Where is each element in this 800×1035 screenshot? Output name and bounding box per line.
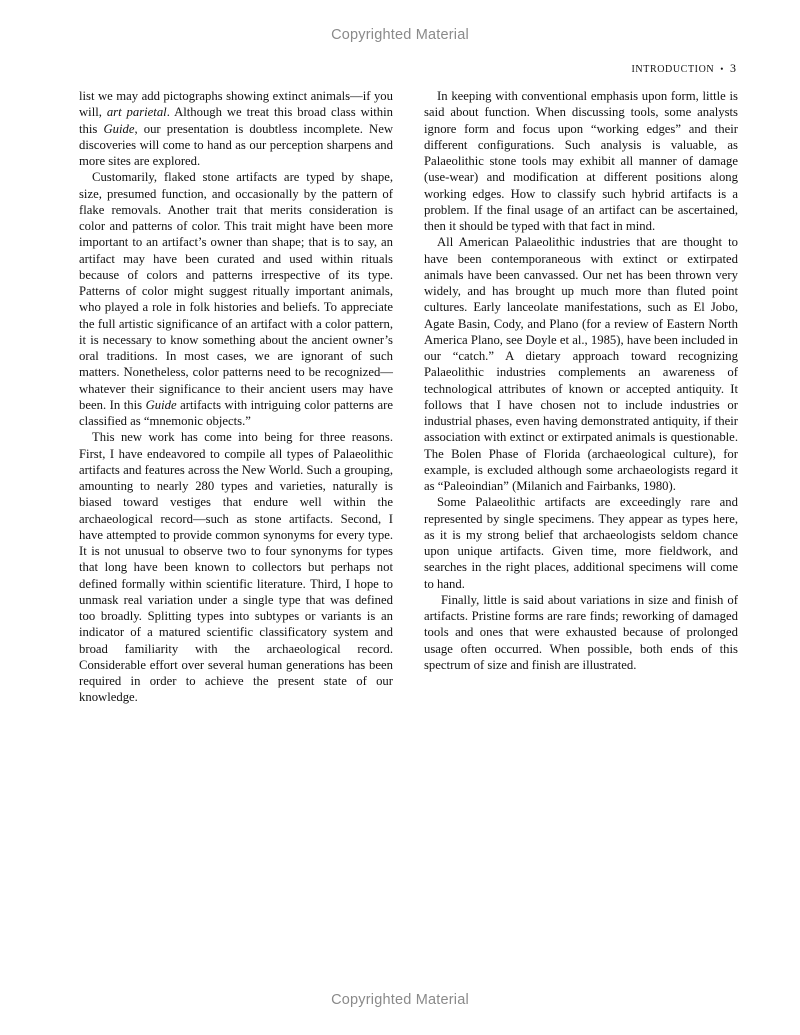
right-paragraph-1: In keeping with conventional emphasis upon form, little is said about function. When discussing tools, some analysts ignore form and focus upon “working edges” and their different configurations. Such analysis is valuable, as Palaeolithic stone tools may exhibit all manner of damage (use-wear) and modification at different positions along working edges. How to classify such hybrid artifacts is a problem. If the final usage of an artifact can be ascertained, then it should be typed with that fact in mind. <box>424 89 738 233</box>
right-paragraph-3: Some Palaeolithic artifacts are exceedingly rare and represented by single specimens. They appear as types here, as it is my strong belief that archaeologists seldom chance upon unique artifacts. Given time, more fieldwork, and searches in the right places, additional specimens will come to hand. <box>424 495 738 591</box>
right-column <box>424 88 738 673</box>
running-head-section: INTRODUCTION <box>631 64 715 75</box>
running-head <box>631 61 736 76</box>
right-paragraph-2: All American Palaeolithic industries that are thought to have been contemporaneous with extinct or extirpated animals have been canvassed. Our net has been thrown very widely, and has brought up much more than fluted point cultures. Early lanceolate manifestations, such as El Jobo, Agate Basin, Cody, and Plano (for a review of Eastern North America Plano, see Doyle et al., 1985), have been included in our “catch.” A dietary approach toward recognizing Palaeolithic industries complements an awareness of technological attributes of known or accepted antiquity. It follows that I have chosen not to include industries or industrial phases, even having demonstrated antiquity, if their association with extinct or extirpated animals is questionable. The Bolen Phase of Florida (archaeological culture), for example, is excluded although some archaeologists regard it as “Paleoindian” (Milanich and Fairbanks, 1980). <box>424 235 738 493</box>
copyright-watermark-bottom: Copyrighted Material <box>331 992 469 1008</box>
right-paragraph-4: Finally, little is said about variations in size and finish of artifacts. Pristine forms are rare finds; reworking of damaged tools and ones that were exhausted because of prolonged usage often occurred. When possible, both ends of this spectrum of size and finish are illustrated. <box>424 592 738 672</box>
left-paragraph-1: list we may add pictographs showing extinct animals—if you will, art parietal. Although we treat this broad class within this Guide, our presentation is doubtless incomplete. New discoveries will come to hand as our perception sharpens and more sites are explored. <box>79 89 394 168</box>
left-paragraph-3: This new work has come into being for three reasons. First, I have endeavored to compile all types of Palaeolithic artifacts and features across the New World. Such a grouping, amounting to nearly 280 types and varieties, naturally is biased toward vestiges that endure well within the archaeological record—such as stone artifacts. Second, I have attempted to provide common synonyms for every type. It is not unusual to observe two to four synonyms for types that long have been known to collectors but perhaps not defined formally within scientific literature. Third, I hope to unmask real variation under a single type that was defined too broadly. Splitting types into subtypes or variants is an indicator of a matured scientific classificatory system and broad familiarity with the archaeological record. Considerable effort over several human generations has been required in order to achieve the present state of our knowledge. <box>79 430 393 705</box>
running-head-bullet: • <box>720 64 724 74</box>
copyright-watermark-top: Copyrighted Material <box>331 27 469 43</box>
left-paragraph-2: Customarily, flaked stone artifacts are typed by shape, size, presumed function, and occasionally by the pattern of flake removals. Another trait that merits consideration is color and patterns of color. This trait might have been more important to an artifact’s owner than shape; that is to say, an artifact may have been curated and used within rituals because of colors and patterns irrespective of its type. Patterns of color might suggest ritually important animals, who played a role in folk histories and beliefs. To appreciate the full artistic significance of an artifact with a color pattern, it is necessary to know something about the ancient owner’s oral traditions. In most cases, we are ignorant of such matters. Nonetheless, color patterns need to be recognized—whatever their significance to their ancient users may have been. In this Guide artifacts with intriguing color patterns are classified as “mnemonic objects.” <box>79 170 393 428</box>
page-number: 3 <box>730 61 736 75</box>
left-column <box>79 88 393 706</box>
